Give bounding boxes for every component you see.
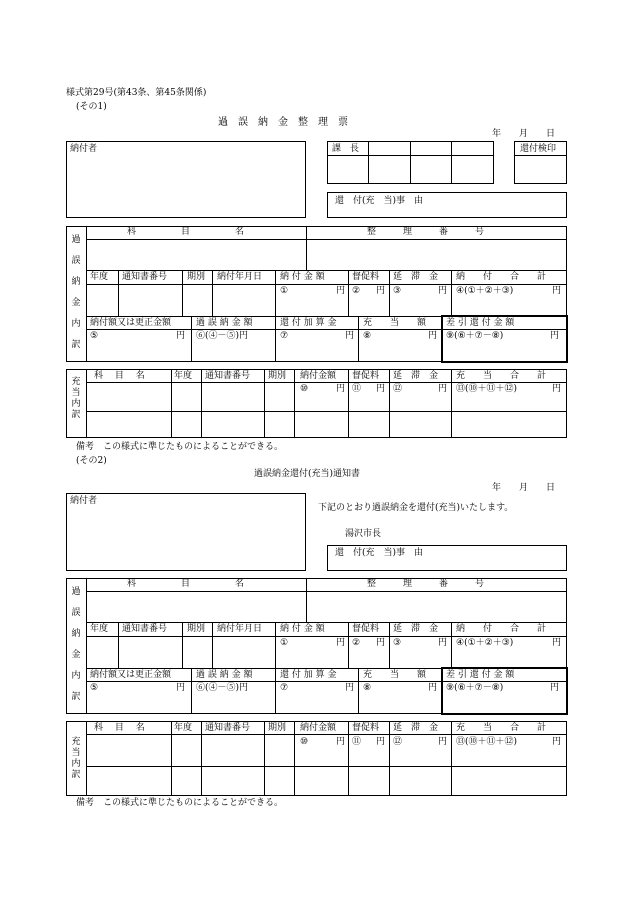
yen-unit: 円 <box>376 638 386 648</box>
dunning-fee-header-1: 督促料 <box>352 272 380 282</box>
payer-label-2: 納付者 <box>70 496 98 506</box>
subject-short-header-1: 科 目 名 <box>94 371 145 381</box>
appropriation-total-header-1: 充 当 合 計 <box>456 371 547 381</box>
circle-2: ② <box>352 638 361 648</box>
yen-unit: 円 <box>336 384 346 394</box>
payer-box-1[interactable] <box>66 141 306 218</box>
notice-text: 下記のとおり過誤納金を還付(充当)いたします。 <box>318 503 514 513</box>
circle-11: ⑪ <box>352 384 362 394</box>
dunning-fee-header-2b: 督促料 <box>352 723 380 733</box>
yen-unit: 円 <box>336 638 346 648</box>
part2-date: 年 月 日 <box>492 483 556 493</box>
notice-no-header-1b: 通知書番号 <box>205 371 251 381</box>
side-label-appropriation-1: 充 当 内 訳 <box>71 377 81 420</box>
part1-label: (その1) <box>76 102 107 112</box>
notice-no-header-1: 通知書番号 <box>122 272 168 282</box>
paid-or-corrected-header-1: 納付額又は更正金額 <box>90 318 172 328</box>
refund-reason-label-2: 還 付(充 当)事 由 <box>335 548 424 558</box>
circle-13-formula: ⑬(⑩＋⑪＋⑫) <box>456 737 518 747</box>
circle-1: ① <box>280 286 289 296</box>
yen-unit: 円 <box>176 683 186 693</box>
refund-reason-label-1: 還 付(充 当)事 由 <box>335 196 424 206</box>
yen-unit: 円 <box>176 331 186 341</box>
part1-title: 過 誤 納 金 整 理 票 <box>218 117 348 128</box>
late-charge-header-2: 延 滞 金 <box>393 624 439 634</box>
late-charge-header-1b: 延 滞 金 <box>393 371 439 381</box>
appropriation-header-1: 充 当 額 <box>363 318 427 328</box>
subject-name-header-1: 科 目 名 <box>127 227 245 237</box>
yen-unit: 円 <box>336 737 346 747</box>
paid-amount-short-header-1: 納付金額 <box>300 371 337 381</box>
net-refund-header-1: 差 引 還 付 金 額 <box>446 318 515 328</box>
form-number: 様式第29号(第43条、第45条関係) <box>66 88 207 98</box>
circle-5: ⑤ <box>90 331 99 341</box>
circle-4-formula: ④(①＋②＋③) <box>456 638 514 648</box>
yen-unit: 円 <box>438 286 448 296</box>
overpaid-amount-header-2: 過 誤 納 金 額 <box>196 670 253 680</box>
note-1: 備考 この様式に準じたものによることができる。 <box>76 442 284 452</box>
pay-total-header-2: 納 付 合 計 <box>456 624 547 634</box>
notice-no-header-2: 通知書番号 <box>122 624 168 634</box>
yen-unit: 円 <box>552 286 562 296</box>
yen-unit: 円 <box>428 683 438 693</box>
circle-11: ⑪ <box>352 737 362 747</box>
side-label-overpay-2: 過 誤 納 金 内 訳 <box>71 587 81 702</box>
appropriation-header-2: 充 当 額 <box>363 670 427 680</box>
payer-box-2[interactable] <box>66 493 306 571</box>
yen-unit: 円 <box>376 384 386 394</box>
yen-unit: 円 <box>336 286 346 296</box>
yen-unit: 円 <box>550 331 560 341</box>
refund-add-header-1: 還 付 加 算 金 <box>280 318 337 328</box>
side-label-appropriation-2: 充 当 内 訳 <box>71 737 81 780</box>
yen-unit: 円 <box>376 737 386 747</box>
dunning-fee-header-2: 督促料 <box>352 624 380 634</box>
circle-6-formula: ⑥(④－⑤)円 <box>196 331 249 341</box>
subject-short-header-2: 科 目 名 <box>94 723 145 733</box>
mayor-label: 湯沢市長 <box>345 529 382 539</box>
section-chief-label: 課 長 <box>332 144 360 154</box>
appropriation-total-header-2: 充 当 合 計 <box>456 723 547 733</box>
pay-date-header-1: 納付年月日 <box>217 272 263 282</box>
period-header-1b: 期別 <box>268 371 287 381</box>
circle-3: ③ <box>393 638 402 648</box>
circle-3: ③ <box>393 286 402 296</box>
late-charge-header-2b: 延 滞 金 <box>393 723 439 733</box>
year-header-2b: 年度 <box>174 723 193 733</box>
overpaid-amount-header-1: 過 誤 納 金 額 <box>196 318 253 328</box>
net-refund-header-2: 差 引 還 付 金 額 <box>446 670 515 680</box>
yen-unit: 円 <box>376 286 386 296</box>
yen-unit: 円 <box>345 683 355 693</box>
subject-name-header-2: 科 目 名 <box>127 579 245 589</box>
pay-total-header-1: 納 付 合 計 <box>456 272 547 282</box>
circle-1: ① <box>280 638 289 648</box>
paid-amount-header-2: 納 付 金 額 <box>280 624 325 634</box>
yen-unit: 円 <box>438 384 448 394</box>
circle-9-formula: ⑨(⑥＋⑦－⑧) <box>446 683 504 693</box>
circle-12: ⑫ <box>393 384 403 394</box>
yen-unit: 円 <box>552 737 562 747</box>
yen-unit: 円 <box>428 331 438 341</box>
period-header-2: 期別 <box>187 624 206 634</box>
circle-10: ⑩ <box>300 737 309 747</box>
part2-title: 過誤納金還付(充当)通知書 <box>254 469 361 479</box>
paid-amount-header-1: 納 付 金 額 <box>280 272 325 282</box>
circle-13-formula: ⑬(⑩＋⑪＋⑫) <box>456 384 518 394</box>
circle-2: ② <box>352 286 361 296</box>
circle-6-formula: ⑥(④－⑤)円 <box>196 683 249 693</box>
dunning-fee-header-1b: 督促料 <box>352 371 380 381</box>
refund-check-label: 還付検印 <box>520 144 557 154</box>
circle-10: ⑩ <box>300 384 309 394</box>
yen-unit: 円 <box>438 737 448 747</box>
yen-unit: 円 <box>552 638 562 648</box>
note-2: 備考 この様式に準じたものによることができる。 <box>76 798 284 808</box>
circle-8: ⑧ <box>363 683 372 693</box>
year-header-1: 年度 <box>90 272 109 282</box>
year-header-2: 年度 <box>90 624 109 634</box>
payer-label-1: 納付者 <box>70 144 98 154</box>
yen-unit: 円 <box>438 638 448 648</box>
notice-no-header-2b: 通知書番号 <box>205 723 251 733</box>
circle-7: ⑦ <box>280 683 289 693</box>
refund-add-header-2: 還 付 加 算 金 <box>280 670 337 680</box>
part2-label: (その2) <box>76 456 107 466</box>
circle-8: ⑧ <box>363 331 372 341</box>
ref-number-header-2: 整 理 番 号 <box>367 579 485 589</box>
circle-4-formula: ④(①＋②＋③) <box>456 286 514 296</box>
circle-7: ⑦ <box>280 331 289 341</box>
yen-unit: 円 <box>552 384 562 394</box>
pay-date-header-2: 納付年月日 <box>217 624 263 634</box>
circle-12: ⑫ <box>393 737 403 747</box>
circle-5: ⑤ <box>90 683 99 693</box>
late-charge-header-1: 延 滞 金 <box>393 272 439 282</box>
circle-9-formula: ⑨(⑥＋⑦－⑧) <box>446 331 504 341</box>
part1-date: 年 月 日 <box>492 129 556 139</box>
yen-unit: 円 <box>345 331 355 341</box>
paid-amount-short-header-2: 納付金額 <box>300 723 337 733</box>
period-header-2b: 期別 <box>268 723 287 733</box>
year-header-1b: 年度 <box>174 371 193 381</box>
yen-unit: 円 <box>550 683 560 693</box>
period-header-1: 期別 <box>187 272 206 282</box>
paid-or-corrected-header-2: 納付額又は更正金額 <box>90 670 172 680</box>
ref-number-header-1: 整 理 番 号 <box>367 227 485 237</box>
side-label-overpay-1: 過 誤 納 金 内 訳 <box>71 235 81 350</box>
